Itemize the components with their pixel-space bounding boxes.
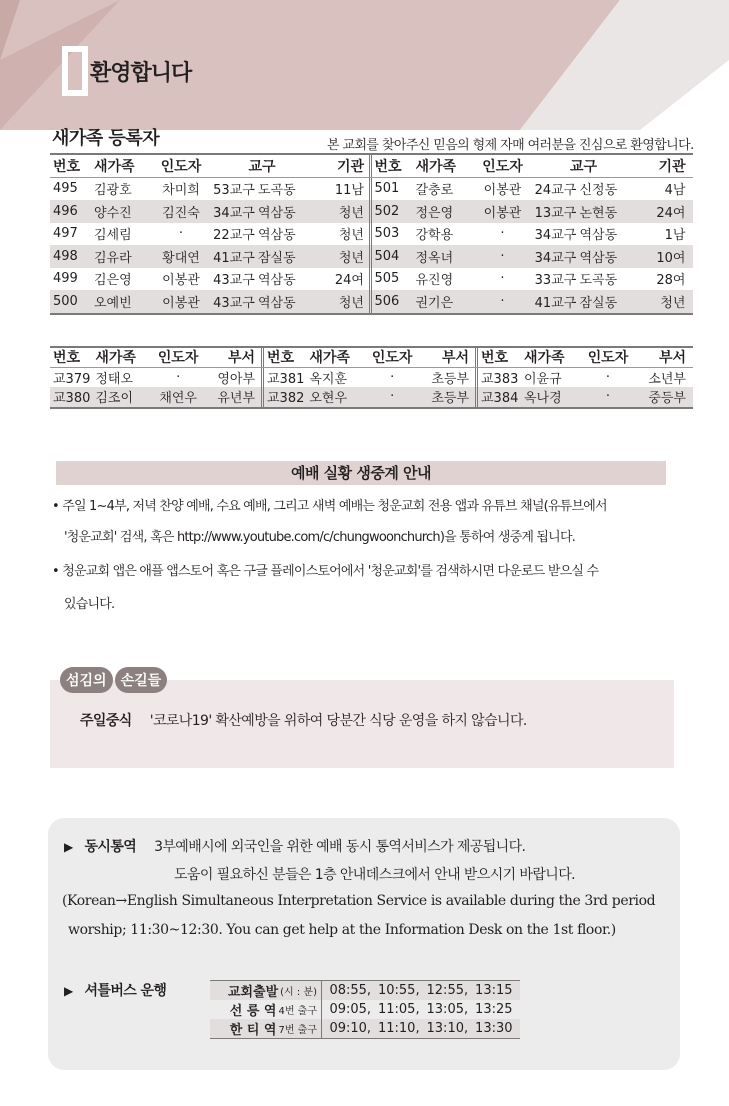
member-parish — [210, 292, 314, 311]
dept-name: 옥나경 — [524, 391, 562, 407]
member-number: 495 — [53, 181, 78, 197]
member-parish — [210, 179, 314, 198]
parish-area: 논현동 — [579, 205, 618, 221]
parish-area: 역삼동 — [579, 250, 618, 266]
member-parish — [532, 292, 636, 311]
member-group: 10여 — [656, 250, 686, 266]
dept-division: 초등부 — [431, 391, 470, 407]
shuttle-schedule-row — [210, 1019, 520, 1038]
shuttle-time: 11:05, — [377, 1002, 420, 1017]
dept-name: 이윤규 — [524, 371, 562, 387]
member-number: 506 — [374, 293, 400, 309]
member-group: 11남 — [334, 183, 364, 199]
member-name: 오예빈 — [94, 295, 132, 311]
member-guide: · — [500, 271, 505, 287]
shuttle-stop — [210, 981, 322, 1000]
member-guide: 황대연 — [162, 250, 200, 266]
member-parish — [532, 224, 636, 243]
dept-guide: · — [176, 369, 181, 385]
member-name: 권기은 — [415, 295, 454, 311]
dept-entry — [264, 387, 478, 407]
member-group: 28여 — [656, 273, 686, 289]
dept-name: 김조이 — [95, 391, 134, 407]
table-row — [50, 290, 693, 313]
dept-members-table — [50, 346, 693, 409]
member-parish — [532, 202, 636, 221]
meal-badge — [60, 666, 212, 694]
new-members-note: 본 교회를 찾아주신 믿음의 형제 자매 여러분을 진심으로 환영합니다. — [327, 138, 694, 153]
member-group: 청년 — [338, 228, 364, 244]
stop-sub: 7번 출구 — [278, 1025, 317, 1036]
member-group: 청년 — [338, 250, 364, 266]
member-entry — [50, 268, 372, 291]
member-entry — [50, 245, 372, 268]
table-row — [50, 245, 693, 268]
member-entry — [50, 200, 372, 223]
meal-text: '코로나19' 확산예방을 위하여 당분간 식당 운영을 하지 않습니다. — [149, 713, 527, 729]
parish-area: 역삼동 — [579, 228, 618, 244]
member-number: 500 — [53, 293, 78, 309]
new-members-table — [50, 153, 693, 315]
member-number: 504 — [374, 248, 400, 264]
member-parish — [532, 247, 636, 266]
member-entry — [50, 223, 372, 246]
parish-area: 역삼동 — [258, 228, 296, 244]
shuttle-time: 09:10, — [329, 1021, 372, 1036]
shuttle-schedule-row — [210, 1000, 520, 1019]
member-entry — [372, 178, 694, 201]
dept-guide: · — [605, 389, 611, 405]
member-parish — [210, 269, 314, 288]
member-parish — [210, 247, 314, 266]
parish-number: 13교구 — [534, 205, 577, 221]
parish-number: 43교구 — [213, 295, 255, 311]
interpretation-line2: 도움이 필요하신 분들은 1층 안내데스크에서 안내 받으시기 바랍니다. — [174, 867, 575, 883]
shuttle-time: 13:15 — [475, 983, 513, 998]
parish-number: 34교구 — [534, 228, 577, 244]
member-parish — [532, 179, 636, 198]
parish-area: 도곡동 — [258, 183, 296, 199]
member-name: 갈충로 — [415, 183, 454, 199]
triangle-bullet-icon: ▶ — [64, 984, 73, 998]
member-group: 1남 — [664, 228, 686, 244]
dept-division: 영아부 — [217, 371, 256, 387]
dept-entry — [50, 387, 264, 407]
shuttle-schedule-row — [210, 981, 520, 1000]
dept-name: 정태오 — [95, 371, 134, 387]
shuttle-times — [322, 983, 520, 998]
shuttle-time: 13:10, — [426, 1021, 469, 1036]
member-entry — [372, 290, 694, 313]
member-group: 청년 — [338, 295, 364, 311]
member-name: 유진영 — [415, 273, 454, 289]
member-group: 청년 — [338, 205, 364, 221]
parish-number: 41교구 — [534, 295, 577, 311]
meal-notice — [80, 710, 527, 730]
parish-area: 역삼동 — [258, 295, 296, 311]
member-entry — [372, 223, 694, 246]
member-entry — [372, 200, 694, 223]
member-name: 김광호 — [94, 183, 132, 199]
member-parish — [210, 202, 314, 221]
broadcast-line: 있습니다. — [64, 597, 115, 612]
shuttle-stop — [210, 1000, 322, 1019]
shuttle-label: 셔틀버스 운행 — [84, 983, 167, 999]
broadcast-line: • 주일 1~4부, 저녁 찬양 예배, 수요 예배, 그리고 새벽 예배는 청운교회 전용 앱과 유튜브 채널(유튜브에서 — [52, 499, 607, 514]
member-parish — [210, 224, 314, 243]
member-name: 김은영 — [94, 273, 132, 289]
member-number: 505 — [374, 271, 400, 287]
parish-area: 잠실동 — [258, 250, 296, 266]
shuttle-time: 08:55, — [329, 983, 372, 998]
table-header: 번호 새가족 인도자 교구 기관 번호 새가족 인도자 교구 기관 — [50, 155, 693, 178]
member-number: 496 — [53, 203, 78, 219]
member-group: 4남 — [664, 183, 686, 199]
table-row — [50, 268, 693, 291]
dept-name: 옥지훈 — [309, 371, 348, 387]
member-group: 청년 — [660, 295, 686, 311]
member-entry — [50, 178, 372, 201]
member-guide: · — [178, 226, 184, 242]
broadcast-line: • 청운교회 앱은 애플 앱스토어 혹은 구글 플레이스토어에서 '청운교회'를 검색하시면 다운로드 받으실 수 — [52, 564, 599, 579]
stop-name: 선 릉 역 — [229, 1004, 277, 1019]
stop-name: 교회출발 — [227, 985, 279, 1000]
dept-number: 교379 — [53, 371, 91, 387]
interpretation-line1: 3부예배시에 외국인을 위한 예배 동시 통역서비스가 제공됩니다. — [154, 839, 526, 855]
parish-number: 24교구 — [534, 183, 577, 199]
new-members-title: 새가족 등록자 — [52, 128, 160, 149]
parish-number: 43교구 — [213, 273, 255, 289]
table-row — [50, 200, 693, 223]
broadcast-title: 예배 실황 생중계 안내 — [56, 461, 666, 485]
shuttle-time: 10:55, — [377, 983, 420, 998]
shuttle-time: 13:05, — [426, 1002, 469, 1017]
shuttle-time: 11:10, — [377, 1021, 420, 1036]
shuttle-time: 12:55, — [426, 983, 469, 998]
member-group: 24여 — [656, 205, 686, 221]
stop-sub: (시 : 분) — [280, 987, 317, 998]
dept-number: 교384 — [481, 391, 519, 407]
parish-area: 역삼동 — [258, 273, 296, 289]
member-group: 24여 — [334, 273, 364, 289]
member-number: 499 — [53, 271, 78, 287]
parish-area: 잠실동 — [579, 295, 618, 311]
parish-number: 41교구 — [213, 250, 255, 266]
parish-area: 신정동 — [579, 183, 618, 199]
member-guide: · — [500, 226, 505, 242]
dept-name: 오현우 — [309, 391, 348, 407]
member-name: 양수진 — [94, 205, 132, 221]
shuttle-stop — [210, 1019, 322, 1038]
member-entry — [372, 245, 694, 268]
dept-number: 교382 — [267, 391, 305, 407]
interpretation-label: 동시통역 — [84, 839, 137, 855]
title-box-icon — [62, 46, 88, 96]
member-name: 강학용 — [415, 228, 454, 244]
member-number: 498 — [53, 248, 78, 264]
parish-area: 도곡동 — [579, 273, 618, 289]
dept-division: 소년부 — [648, 371, 686, 387]
interpretation-en1: (Korean→English Simultaneous Interpretation Service is available during the 3rd period — [62, 893, 656, 909]
stop-sub: 4번 출구 — [278, 1006, 317, 1017]
dept-guide: 채연우 — [159, 391, 197, 407]
member-name: 정옥녀 — [415, 250, 454, 266]
dept-division: 초등부 — [431, 371, 470, 387]
parish-number: 34교구 — [213, 205, 255, 221]
member-number: 497 — [53, 226, 78, 242]
shuttle-time: 13:25 — [475, 1002, 513, 1017]
member-number: 501 — [374, 181, 400, 197]
member-guide: 이봉관 — [483, 183, 522, 199]
table-row — [50, 223, 693, 246]
dept-number: 교381 — [267, 371, 305, 387]
page-title: 환영합니다 — [62, 46, 191, 96]
dept-guide: · — [390, 389, 395, 405]
dept-guide: · — [390, 369, 395, 385]
parish-number: 22교구 — [213, 228, 255, 244]
member-guide: 이봉관 — [162, 295, 200, 311]
member-entry — [372, 268, 694, 291]
shuttle-times — [322, 1021, 520, 1036]
dept-guide: · — [605, 369, 611, 385]
dept-number: 교380 — [53, 391, 91, 407]
badge-word: 섬김의 — [60, 667, 113, 693]
table-row — [50, 368, 693, 388]
member-guide: 이봉관 — [483, 205, 522, 221]
dept-entry — [50, 368, 264, 388]
member-guide: · — [500, 248, 505, 264]
parish-number: 34교구 — [534, 250, 577, 266]
shuttle-time: 13:30 — [475, 1021, 513, 1036]
table-row — [50, 387, 693, 407]
interpretation-row — [64, 836, 525, 856]
member-guide: 이봉관 — [162, 273, 200, 289]
dept-division: 중등부 — [648, 391, 686, 407]
member-name: 김유라 — [94, 250, 132, 266]
table-row — [50, 178, 693, 201]
interpretation-en2: worship; 11:30~12:30. You can get help at the Information Desk on the 1st floor.) — [68, 922, 616, 938]
dept-division: 유년부 — [217, 391, 256, 407]
badge-word: 손길들 — [115, 667, 168, 693]
meal-label: 주일중식 — [80, 713, 132, 729]
member-name: 김세림 — [94, 228, 132, 244]
broadcast-line: '청운교회' 검색, 혹은 http://www.youtube.com/c/chungwoonchurch)을 통하여 생중계 됩니다. — [64, 530, 576, 545]
member-parish — [532, 269, 636, 288]
parish-number: 33교구 — [534, 273, 577, 289]
stop-name: 한 티 역 — [229, 1023, 277, 1038]
member-name: 정은영 — [415, 205, 454, 221]
dept-entry — [478, 368, 692, 388]
member-number: 503 — [374, 226, 400, 242]
triangle-bullet-icon: ▶ — [64, 840, 73, 854]
member-guide: 김진숙 — [162, 205, 200, 221]
parish-area: 역삼동 — [258, 205, 296, 221]
member-entry — [50, 290, 372, 313]
parish-number: 53교구 — [213, 183, 255, 199]
member-number: 502 — [374, 203, 400, 219]
member-guide: · — [500, 293, 505, 309]
shuttle-time: 09:05, — [329, 1002, 372, 1017]
dept-entry — [264, 368, 478, 388]
dept-number: 교383 — [481, 371, 519, 387]
shuttle-row — [64, 980, 166, 1000]
shuttle-times — [322, 1002, 520, 1017]
member-guide: 차미희 — [162, 183, 200, 199]
table-header: 번호 새가족 인도자 부서 번호 새가족 인도자 부서 번호 새가족 인도자 부서 — [50, 348, 693, 368]
shuttle-table — [210, 980, 520, 1039]
dept-entry — [478, 387, 692, 407]
